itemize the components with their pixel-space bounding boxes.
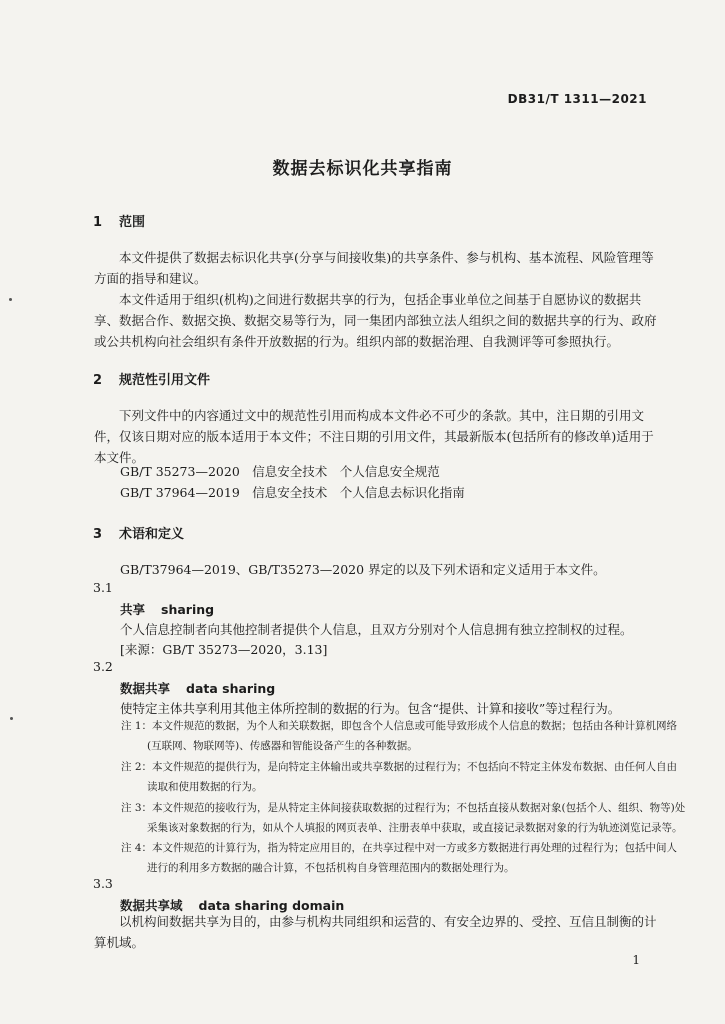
page-number: 1 [632,953,640,967]
section-2-number: 2 [93,373,103,388]
term-3-2-zh: 数据共享 [120,681,171,696]
section-3-heading [93,523,184,542]
section-1-paragraph-1: 本文件提供了数据去标识化共享(分享与间接收集)的共享条件、参与机构、基本流程、风险管理等方面的指导和建议。 [94,250,654,286]
note-1: 注 1：本文件规范的数据，为个人和关联数据，即包含个人信息或可能导致形成个人信息的数据；包括由各种计算机网络(互联网、物联网等)、传感器和智能设备产生的各种数据。 [121,720,678,752]
term-3-3-zh: 数据共享域 [120,898,183,913]
section-3-intro: GB/T37964—2019、GB/T35273—2020 界定的以及下列术语和定义适用于本文件。 [120,562,606,577]
document-title: 数据去标识化共享指南 [272,159,453,179]
scan-speck [10,717,13,720]
term-3-2-en: data sharing [186,681,276,696]
term-3-1-number: 3.1 [93,580,113,595]
note-2: 注 2：本文件规范的提供行为，是向特定主体输出或共享数据的过程行为；不包括向不特定主体发布数据、由任何人自由读取和使用数据的行为。 [121,761,678,793]
section-1-paragraph-2: 本文件适用于组织(机构)之间进行数据共享的行为，包括企事业单位之间基于自愿协议的数据共享、数据合作、数据交换、数据交易等行为，同一集团内部独立法人组织之间的数据共享的行为、政府或公共机构向社会组织有条件开放数据的行为。组织内部的数据治理、自我测评等可参照执行。 [94,292,657,349]
term-3-1-zh: 共享 [120,602,146,617]
section-1-number: 1 [93,215,103,230]
reference-item: GB/T 37964—2019 信息安全技术 个人信息去标识化指南 [120,485,465,500]
standard-code: DB31/T 1311—2021 [507,92,647,106]
term-3-3-number: 3.3 [93,876,113,891]
note-4: 注 4：本文件规范的计算行为，指为特定应用目的，在共享过程中对一方或多方数据进行再处理的过程行为；包括中间人进行的利用多方数据的融合计算，不包括机构自身管理范围内的数据处理行为。 [121,842,678,874]
section-2-heading [93,369,210,388]
term-3-1-definition: 个人信息控制者向其他控制者提供个人信息，且双方分别对个人信息拥有独立控制权的过程。 [120,622,633,637]
section-2-paragraph-1: 下列文件中的内容通过文中的规范性引用而构成本文件必不可少的条款。其中，注日期的引用文件，仅该日期对应的版本适用于本文件；不注日期的引用文件，其最新版本(包括所有的修改单)适用于本文件。 [94,408,654,465]
term-3-2-heading [120,679,275,697]
section-3-number: 3 [93,527,103,542]
reference-item: GB/T 35273—2020 信息安全技术 个人信息安全规范 [120,464,440,479]
term-3-3-definition: 以机构间数据共享为目的，由参与机构共同组织和运营的、有安全边界的、受控、互信且制衡的计算机域。 [94,914,657,950]
scan-speck [9,298,12,301]
section-1-heading [93,211,145,230]
term-3-1-source: [来源：GB/T 35273—2020，3.13] [120,642,328,657]
section-2-title: 规范性引用文件 [119,373,211,388]
term-3-2-number: 3.2 [93,659,113,674]
term-3-1-heading [120,600,214,618]
section-3-title: 术语和定义 [119,527,185,542]
term-3-3-en: data sharing domain [198,898,345,913]
section-1-title: 范围 [119,215,146,230]
note-3: 注 3：本文件规范的接收行为，是从特定主体间接获取数据的过程行为；不包括直接从数据对象(包括个人、组织、物等)处采集该对象数据的行为，如从个人填报的网页表单、注册表单中获取，或直接记录数据对象的行为轨迹浏览记录等。 [121,802,686,834]
term-3-1-en: sharing [161,602,215,617]
term-3-2-definition: 使特定主体共享利用其他主体所控制的数据的行为。包含“提供、计算和接收”等过程行为。 [120,701,621,716]
